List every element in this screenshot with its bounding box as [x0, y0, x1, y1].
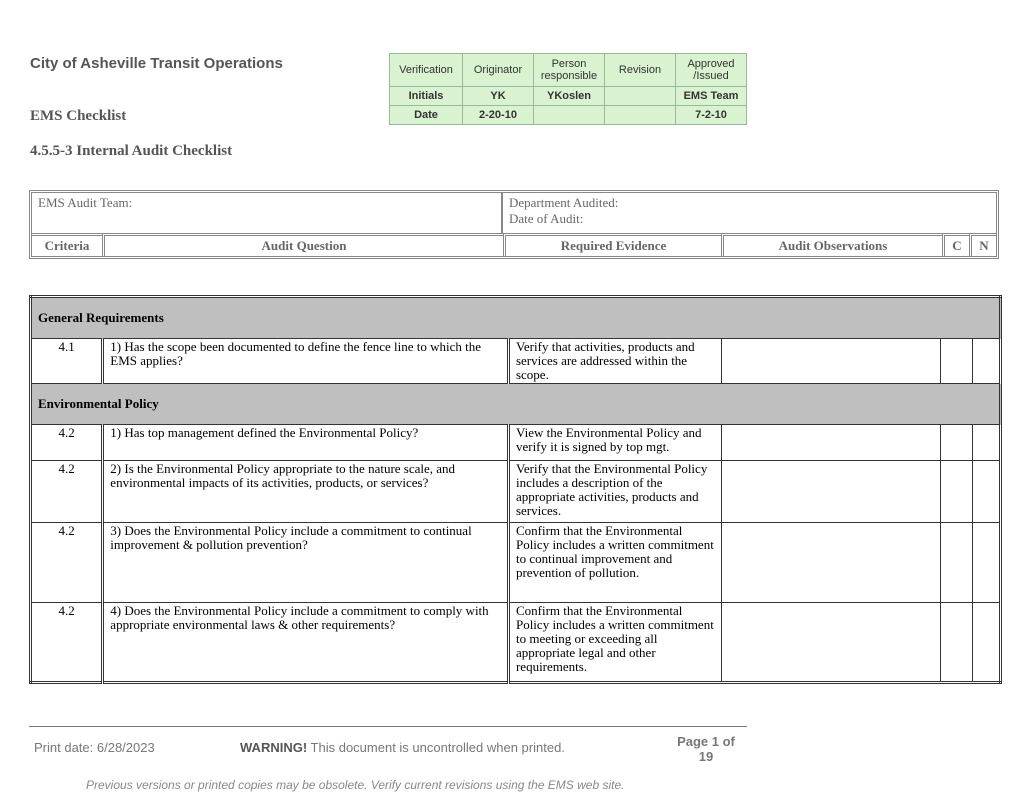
rev-date-revision: [605, 106, 676, 125]
audit-header-table: [29, 190, 999, 259]
rev-header-person: Person responsible: [534, 54, 605, 87]
c-checkbox-cell[interactable]: [940, 425, 972, 461]
print-date: Print date: 6/28/2023: [34, 740, 155, 755]
question-cell: 1) Has top management defined the Environmental Policy?: [103, 425, 509, 461]
section-header-policy: [31, 384, 1001, 425]
rev-header-originator: Originator: [463, 54, 534, 87]
c-checkbox-cell[interactable]: [940, 461, 972, 523]
observation-cell[interactable]: [721, 425, 940, 461]
col-header-n: N: [969, 233, 996, 256]
disclaimer: Previous versions or printed copies may be obsolete. Verify current revisions using the EMS web site.: [86, 778, 625, 792]
observation-cell[interactable]: [721, 339, 940, 384]
evidence-cell: Verify that activities, products and services are addressed within the scope.: [508, 339, 721, 384]
rev-initials-person: YKoslen: [534, 87, 605, 106]
date-of-audit-label: Date of Audit:: [509, 211, 584, 226]
question-cell: 2) Is the Environmental Policy appropriate to the nature scale, and environmental impacts of its activities, products, or services?: [103, 461, 509, 523]
audit-team-field[interactable]: [32, 193, 503, 233]
section-header-general: [31, 297, 1001, 339]
revision-table: [389, 53, 747, 125]
page-number-line2: 19: [698, 749, 714, 764]
warning-text: [240, 740, 565, 755]
rev-initials-revision: [605, 87, 676, 106]
criteria-cell: 4.2: [31, 523, 103, 603]
org-name: City of Asheville Transit Operations: [30, 55, 283, 72]
warning-message: This document is uncontrolled when printed.: [307, 740, 565, 755]
c-checkbox-cell[interactable]: [940, 523, 972, 603]
col-header-required-evidence: Required Evidence: [503, 233, 721, 256]
question-cell: 4) Does the Environmental Policy include a commitment to comply with appropriate environmental laws & other requirements?: [103, 603, 509, 683]
observation-cell[interactable]: [721, 461, 940, 523]
rev-initials-approved: EMS Team: [676, 87, 747, 106]
section-title: Environmental Policy: [31, 384, 1001, 425]
doc-title: EMS Checklist: [30, 108, 127, 124]
c-checkbox-cell[interactable]: [940, 603, 972, 683]
criteria-cell: 4.2: [31, 461, 103, 523]
rev-header-revision: Revision: [605, 54, 676, 87]
department-date-field[interactable]: [503, 193, 996, 233]
n-checkbox-cell[interactable]: [972, 603, 1000, 683]
checklist-row: [31, 603, 1001, 683]
rev-header-approved: Approved /Issued: [676, 54, 747, 87]
criteria-cell: 4.1: [31, 339, 103, 384]
n-checkbox-cell[interactable]: [972, 339, 1000, 384]
n-checkbox-cell[interactable]: [972, 425, 1000, 461]
col-header-c: C: [942, 233, 969, 256]
observation-cell[interactable]: [721, 603, 940, 683]
footer-divider: [29, 726, 747, 727]
evidence-cell: Confirm that the Environmental Policy includes a written commitment to meeting or exceeding all appropriate legal and other requirements.: [508, 603, 721, 683]
checklist-row: [31, 339, 1001, 384]
rev-initials-label: Initials: [390, 87, 463, 106]
evidence-cell: View the Environmental Policy and verify it is signed by top mgt.: [508, 425, 721, 461]
col-header-audit-question: Audit Question: [102, 233, 503, 256]
page-number-line1: Page 1 of: [677, 734, 735, 749]
rev-initials-originator: YK: [463, 87, 534, 106]
department-audited-label: Department Audited:: [509, 195, 619, 210]
section-title: General Requirements: [31, 297, 1001, 339]
question-cell: 1) Has the scope been documented to define the fence line to which the EMS applies?: [103, 339, 509, 384]
audit-team-label: EMS Audit Team:: [38, 195, 133, 210]
criteria-cell: 4.2: [31, 425, 103, 461]
col-header-criteria: Criteria: [32, 233, 102, 256]
doc-subtitle: 4.5.5-3 Internal Audit Checklist: [30, 143, 233, 159]
checklist-table: [29, 295, 1002, 684]
observation-cell[interactable]: [721, 523, 940, 603]
rev-date-originator: 2-20-10: [463, 106, 534, 125]
evidence-cell: Verify that the Environmental Policy includes a description of the appropriate activities, products and services.: [508, 461, 721, 523]
col-header-audit-observations: Audit Observations: [721, 233, 942, 256]
checklist-row: [31, 523, 1001, 603]
c-checkbox-cell[interactable]: [940, 339, 972, 384]
n-checkbox-cell[interactable]: [972, 461, 1000, 523]
warning-label: WARNING!: [240, 740, 308, 755]
question-cell: 3) Does the Environmental Policy include a commitment to continual improvement & pollution prevention?: [103, 523, 509, 603]
n-checkbox-cell[interactable]: [972, 523, 1000, 603]
criteria-cell: 4.2: [31, 603, 103, 683]
checklist-row: [31, 425, 1001, 461]
rev-date-approved: 7-2-10: [676, 106, 747, 125]
evidence-cell: Confirm that the Environmental Policy includes a written commitment to continual improvement and prevention of pollution.: [508, 523, 721, 603]
checklist-row: [31, 461, 1001, 523]
page-number: [666, 734, 746, 764]
rev-date-label: Date: [390, 106, 463, 125]
rev-header-verification: Verification: [390, 54, 463, 87]
rev-date-person: [534, 106, 605, 125]
